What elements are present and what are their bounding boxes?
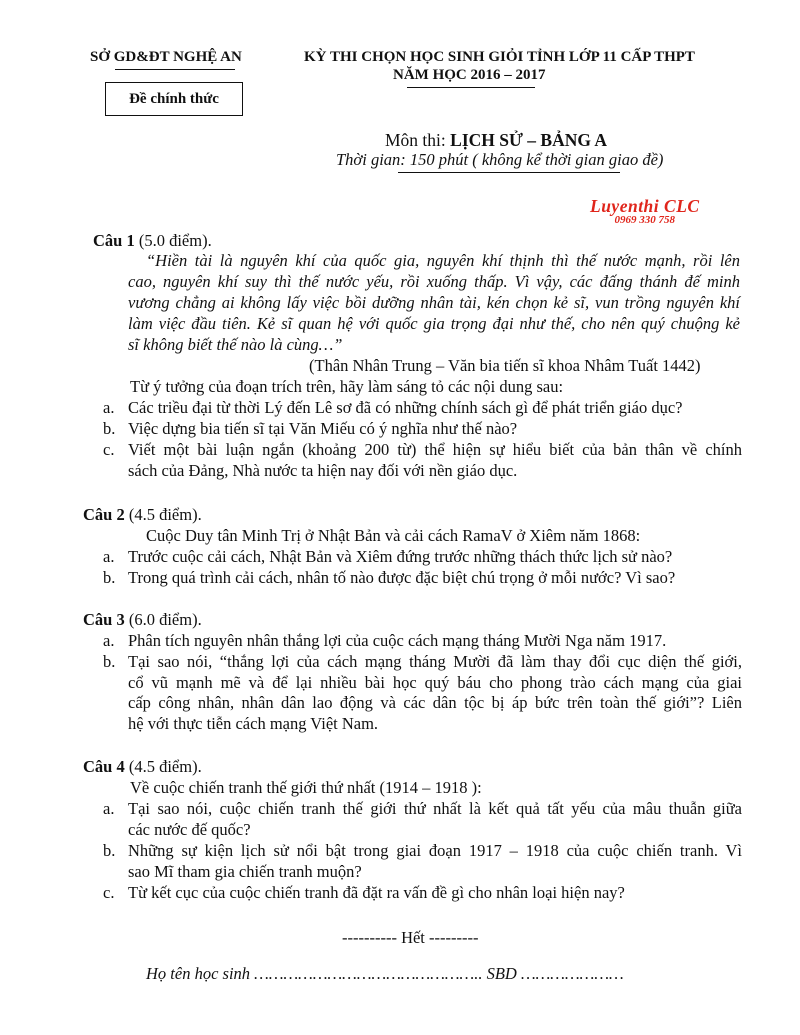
quote-line: sĩ không biết thế nào là cùng…”: [128, 335, 343, 354]
item-text: Những sự kiện lịch sử nổi bật trong giai đoạn 1917 – 1918 của cuộc chiến tranh. Vì: [128, 841, 742, 860]
item-label: a.: [103, 799, 115, 818]
question-1-heading: [93, 231, 212, 251]
item-text: Phân tích nguyên nhân thắng lợi của cuộc cách mạng tháng Mười Nga năm 1917.: [128, 631, 667, 650]
item-label: b.: [103, 568, 116, 587]
question-2-heading: [83, 505, 202, 525]
quote-line: cao, nguyên khí suy thì thế nước yếu, rồi xuống thấp. Vì vậy, các đấng thánh đế minh: [128, 272, 740, 291]
item-text: các nước đế quốc?: [128, 819, 251, 839]
exam-title: KỲ THI CHỌN HỌC SINH GIỎI TỈNH LỚP 11 CẤP THPT: [304, 49, 695, 65]
quote-line: vương chẳng ai không lấy việc bồi dưỡng nhân tài, kén chọn kẻ sĩ, vun trồng nguyên khí: [128, 293, 740, 312]
watermark-brand: Luyenthi CLC: [590, 196, 700, 216]
quote-line: “Hiền tài là nguyên khí của quốc gia, nguyên khí thịnh thì thế nước mạnh, rồi lên: [146, 251, 740, 270]
item-label: c.: [103, 883, 115, 902]
school-year-underline: [407, 87, 535, 88]
item-text: Việc dựng bia tiến sĩ tại Văn Miếu có ý nghĩa như thế nào?: [128, 419, 518, 438]
student-info-line: Họ tên học sinh ……………………………………….. SBD …………………: [146, 964, 624, 983]
question-3-item-b: [103, 652, 743, 734]
item-text: Tại sao nói, “thắng lợi của cách mạng tháng Mười đã làm thay đổi cục diện thế giới,: [128, 652, 742, 671]
subject-label: Môn thi:: [385, 130, 451, 150]
item-label: b.: [103, 841, 116, 860]
item-text: Từ kết cục của cuộc chiến tranh đã đặt ra vấn đề gì cho nhân loại hiện nay?: [128, 883, 625, 902]
item-label: b.: [103, 652, 116, 671]
question-2-points: (4.5 điểm).: [124, 505, 202, 524]
official-exam-box: Đề chính thức: [105, 82, 243, 116]
watermark-phone: 0969 330 758: [614, 214, 676, 226]
duration-underline: [398, 172, 620, 173]
question-4-heading: [83, 757, 202, 777]
question-1-points: (5.0 điểm).: [134, 231, 212, 250]
item-label: c.: [103, 440, 115, 459]
question-4-points: (4.5 điểm).: [124, 757, 202, 776]
item-label: b.: [103, 419, 116, 438]
quote-line: làm việc đầu tiên. Kẻ sĩ quan hệ với quốc gia trọng đại như thế, cho nên quý chuộng kẻ: [128, 314, 740, 333]
item-label: a.: [103, 631, 115, 650]
question-1-item-a: [103, 398, 743, 419]
item-text: Trước cuộc cải cách, Nhật Bản và Xiêm đứng trước những thách thức lịch sử nào?: [128, 547, 673, 566]
item-text: sách của Đảng, Nhà nước ta hiện nay đối với nền giáo dục.: [128, 460, 518, 480]
question-1-title: Câu 1: [93, 231, 135, 250]
question-4-item-a: [103, 799, 743, 840]
question-4-item-b: [103, 841, 743, 882]
item-text: hệ với thực tiễn cách mạng Việt Nam.: [128, 713, 379, 733]
subject-heading: [385, 130, 607, 151]
watermark-logo: [590, 196, 700, 226]
question-2-title: Câu 2: [83, 505, 125, 524]
item-text: cổ vũ mạnh mẽ và để lại nhiều bài học quý báu cho phong trào cách mạng của giai: [128, 672, 742, 692]
question-3-item-a: [103, 631, 743, 652]
item-text: Tại sao nói, cuộc chiến tranh thế giới thứ nhất là kết quả tất yếu của mâu thuẫn giữa: [128, 799, 742, 818]
quote-source: (Thân Nhân Trung – Văn bia tiến sĩ khoa Nhâm Tuất 1442): [309, 356, 701, 375]
department-name: SỞ GD&ĐT NGHỆ AN: [90, 49, 242, 65]
end-marker: ---------- Hết ---------: [342, 928, 479, 947]
question-1-intro: Từ ý tưởng của đoạn trích trên, hãy làm sáng tỏ các nội dung sau:: [130, 377, 564, 396]
question-2-item-b: [103, 568, 743, 589]
question-2-item-a: [103, 547, 743, 568]
item-text: Các triều đại từ thời Lý đến Lê sơ đã có những chính sách gì để phát triển giáo dục?: [128, 398, 683, 417]
question-2-intro: Cuộc Duy tân Minh Trị ở Nhật Bản và cải cách RamaV ở Xiêm năm 1868:: [146, 526, 641, 545]
question-4-item-c: [103, 883, 743, 904]
question-3-points: (6.0 điểm).: [124, 610, 202, 629]
item-text: cấp công nhân, nhân dân lao động và các dân tộc bị áp bức trên toàn thế giới”? Liên: [128, 693, 742, 713]
item-text: Viết một bài luận ngắn (khoảng 200 từ) thể hiện sự hiểu biết của bản thân về chính: [128, 440, 742, 459]
question-1-item-c: [103, 440, 743, 481]
department-underline: [115, 69, 235, 70]
item-text: sao Mĩ tham gia chiến tranh muộn?: [128, 861, 362, 881]
question-4-intro: Về cuộc chiến tranh thế giới thứ nhất (1914 – 1918 ):: [130, 778, 482, 797]
question-1-item-b: [103, 419, 743, 440]
subject-value: LỊCH SỬ – BẢNG A: [450, 130, 608, 150]
item-text: Trong quá trình cải cách, nhân tố nào được đặc biệt chú trọng ở mỗi nước? Vì sao?: [128, 568, 676, 587]
question-3-heading: [83, 610, 202, 630]
school-year: NĂM HỌC 2016 – 2017: [393, 67, 546, 83]
question-4-title: Câu 4: [83, 757, 125, 776]
question-3-title: Câu 3: [83, 610, 125, 629]
item-label: a.: [103, 547, 115, 566]
exam-duration: Thời gian: 150 phút ( không kể thời gian giao đề): [336, 150, 664, 169]
item-label: a.: [103, 398, 115, 417]
